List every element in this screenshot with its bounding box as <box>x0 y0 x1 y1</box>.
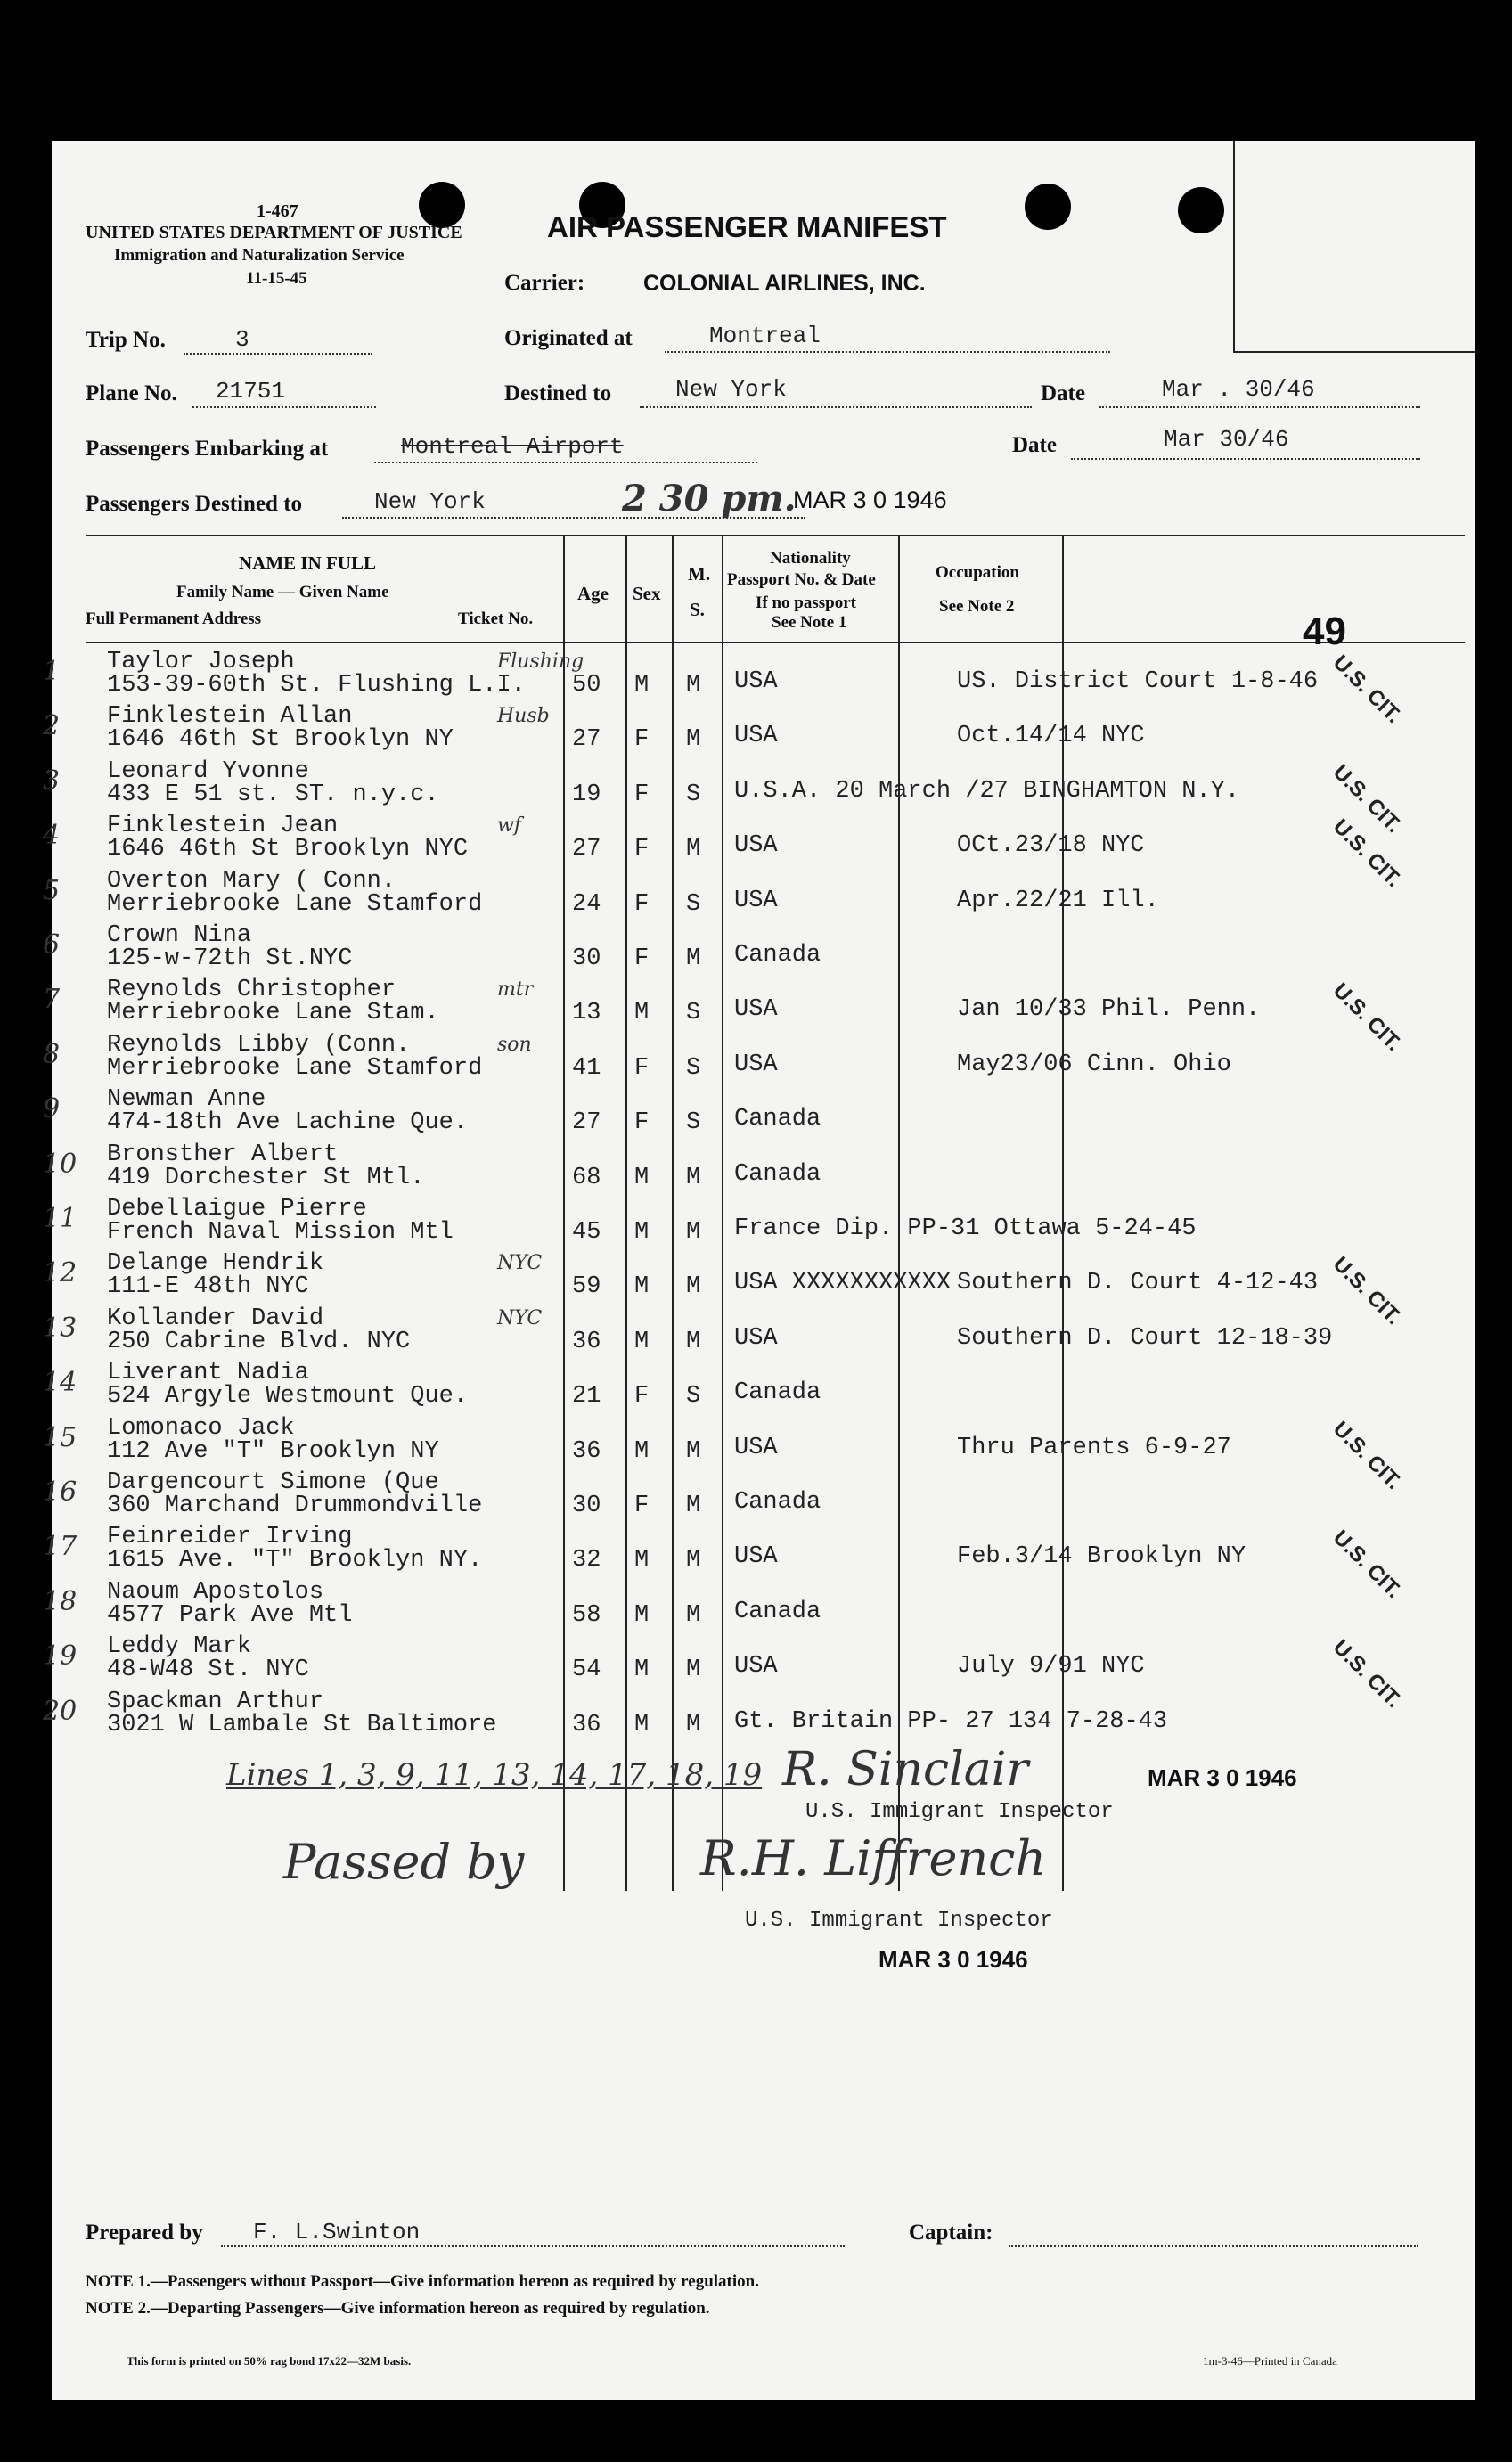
time-handwritten: 2 30 pm. <box>622 478 797 519</box>
passenger-nationality: USA <box>734 1543 778 1571</box>
passenger-marital: S <box>686 1109 701 1137</box>
passenger-occupation: Thru Parents 6-9-27 <box>957 1434 1231 1461</box>
passenger-occupation: Oct.14/14 NYC <box>957 723 1145 750</box>
passenger-sex: M <box>634 1000 650 1027</box>
col-ticket: Ticket No. <box>458 609 534 628</box>
row-number: 10 <box>43 1148 78 1180</box>
destined-pass-label: Passengers Destined to <box>86 492 303 516</box>
passenger-row <box>43 1688 1475 1745</box>
citizen-stamp: U.S. CIT. <box>1328 1525 1406 1604</box>
originated-value: Montreal <box>709 323 821 349</box>
stamp-date-2: MAR 3 0 1946 <box>879 1946 1028 1973</box>
passenger-age: 21 <box>572 1383 601 1411</box>
passenger-address: 4577 Park Ave Mtl <box>107 1601 353 1629</box>
passenger-sex: F <box>634 1109 650 1137</box>
passenger-marital: M <box>686 945 701 972</box>
prepared-value: F. L.Swinton <box>253 2219 421 2245</box>
trip-number: 3 <box>235 326 249 353</box>
passenger-nationality: France Dip. PP-31 Ottawa 5-24-45 <box>734 1215 1197 1242</box>
passenger-sex: M <box>634 1437 650 1465</box>
passenger-age: 50 <box>572 672 601 699</box>
passenger-nationality: USA <box>734 1051 778 1078</box>
col-ms-top: M. <box>688 563 711 585</box>
passenger-nationality: USA <box>734 887 778 914</box>
citizen-stamp: U.S. CIT. <box>1328 1416 1406 1494</box>
row-annotation: NYC <box>497 1306 543 1329</box>
passenger-sex: M <box>634 1328 650 1355</box>
passenger-marital: S <box>686 1383 701 1411</box>
citizen-stamp: U.S. CIT. <box>1328 978 1406 1057</box>
passenger-nationality: USA <box>734 1434 778 1461</box>
trip-label: Trip No. <box>86 328 166 352</box>
punch-hole-1 <box>419 182 465 228</box>
passenger-age: 36 <box>572 1711 601 1738</box>
col-sex: Sex <box>633 583 661 604</box>
service: Immigration and Naturalization Service <box>114 246 405 265</box>
passenger-name: Overton Mary ( Conn. <box>107 867 396 895</box>
passenger-row <box>43 867 1475 924</box>
col-name-title: NAME IN FULL <box>239 552 377 574</box>
passenger-age: 27 <box>572 1109 601 1137</box>
row-number: 9 <box>43 1093 61 1125</box>
plane-number: 21751 <box>216 378 286 405</box>
col-age: Age <box>577 583 609 604</box>
passenger-address: Merriebrooke Lane Stamford <box>107 890 483 918</box>
row-number: 8 <box>43 1038 61 1070</box>
passenger-address: 1646 46th St Brooklyn NYC <box>107 836 469 863</box>
row-annotation: wf <box>497 814 521 838</box>
signature-2: R.H. Liffrench <box>700 1830 1047 1886</box>
passenger-name: Dargencourt Simone (Que <box>107 1469 439 1496</box>
passenger-nationality: Canada <box>734 1106 821 1133</box>
embarking-value: Montreal Airport <box>401 433 624 460</box>
passenger-name: Finklestein Allan <box>107 703 353 731</box>
passenger-name: Naoum Apostolos <box>107 1578 324 1606</box>
passenger-nationality: Canada <box>734 1160 821 1188</box>
passenger-age: 41 <box>572 1054 601 1082</box>
passenger-name: Newman Anne <box>107 1086 266 1114</box>
passenger-address: 3021 W Lambale St Baltimore <box>107 1711 497 1738</box>
passenger-nationality: Canada <box>734 1379 821 1407</box>
printed-note: This form is printed on 50% rag bond 17x22—32M basis. <box>127 2354 412 2368</box>
passenger-row <box>43 1360 1475 1416</box>
embarking-label: Passengers Embarking at <box>86 437 329 461</box>
passenger-name: Bronsther Albert <box>107 1141 339 1168</box>
passenger-name: Lomonaco Jack <box>107 1414 295 1442</box>
passenger-age: 27 <box>572 726 601 754</box>
col-ms-bot: S. <box>690 599 705 620</box>
passenger-address: 250 Cabrine Blvd. NYC <box>107 1328 411 1355</box>
passenger-nationality: USA XXXXXXXXXXX <box>734 1270 952 1297</box>
passenger-nationality: USA <box>734 668 778 695</box>
row-number: 11 <box>43 1203 78 1234</box>
note-2: NOTE 2.—Departing Passengers—Give information hereon as required by regulation. <box>86 2299 710 2318</box>
passenger-nationality: Canada <box>734 942 821 969</box>
row-number: 14 <box>43 1367 78 1399</box>
passenger-row <box>43 922 1475 978</box>
passenger-name: Kollander David <box>107 1305 324 1332</box>
passenger-marital: M <box>686 1601 701 1629</box>
row-number: 5 <box>43 874 61 906</box>
passenger-marital: M <box>686 1437 701 1465</box>
row-annotation: mtr <box>497 978 534 1002</box>
count-stamp: 49 <box>1303 609 1346 653</box>
carrier-label: Carrier: <box>504 271 585 295</box>
passenger-marital: S <box>686 781 701 808</box>
passenger-address: Merriebrooke Lane Stamford <box>107 1054 483 1082</box>
citizen-stamp: U.S. CIT. <box>1328 759 1406 838</box>
row-annotation: Husb <box>497 705 550 728</box>
passenger-marital: M <box>686 1711 701 1738</box>
passenger-address: Merriebrooke Lane Stam. <box>107 1000 439 1027</box>
passenger-sex: F <box>634 945 650 972</box>
passenger-sex: M <box>634 1219 650 1246</box>
row-number: 6 <box>43 929 61 961</box>
date2-label: Date <box>1012 433 1057 457</box>
row-number: 16 <box>43 1476 78 1508</box>
passenger-marital: M <box>686 1493 701 1519</box>
passenger-address: 474-18th Ave Lachine Que. <box>107 1109 469 1137</box>
passenger-sex: M <box>634 1547 650 1575</box>
passenger-address: 112 Ave "T" Brooklyn NY <box>107 1437 439 1465</box>
row-annotation: Flushing <box>497 650 584 673</box>
passenger-sex: M <box>634 1273 650 1301</box>
passenger-marital: M <box>686 1219 701 1246</box>
passenger-age: 27 <box>572 836 601 863</box>
passenger-sex: F <box>634 890 650 918</box>
passenger-marital: M <box>686 1273 701 1301</box>
passenger-name: Crown Nina <box>107 922 252 949</box>
note-1: NOTE 1.—Passengers without Passport—Give information hereon as required by regulation. <box>86 2272 759 2291</box>
form-number: 1-467 <box>257 201 298 221</box>
passenger-sex: F <box>634 1383 650 1411</box>
date-label: Date <box>1041 381 1085 405</box>
passenger-age: 54 <box>572 1656 601 1684</box>
passenger-occupation: May23/06 Cinn. Ohio <box>957 1051 1231 1078</box>
passenger-address: French Naval Mission Mtl <box>107 1219 454 1246</box>
row-number: 3 <box>43 765 61 797</box>
passenger-row <box>43 1086 1475 1142</box>
passenger-marital: S <box>686 1000 701 1027</box>
col-occupation: Occupation <box>936 563 1019 582</box>
passenger-occupation: July 9/91 NYC <box>957 1653 1145 1681</box>
passenger-age: 24 <box>572 890 601 918</box>
passenger-name: Spackman Arthur <box>107 1688 324 1715</box>
passenger-marital: M <box>686 1656 701 1684</box>
passenger-name: Leonard Yvonne <box>107 757 309 785</box>
destined-label: Destined to <box>504 381 612 405</box>
passenger-sex: F <box>634 1493 650 1519</box>
col-address: Full Permanent Address <box>86 609 262 628</box>
passenger-nationality: USA <box>734 1324 778 1352</box>
passenger-nationality: Gt. Britain PP- 27 134 7-28-43 <box>734 1707 1168 1735</box>
passenger-address: 1646 46th St Brooklyn NY <box>107 726 454 754</box>
inspector-1: U.S. Immigrant Inspector <box>805 1800 1114 1824</box>
passenger-address: 48-W48 St. NYC <box>107 1656 309 1684</box>
row-annotation: NYC <box>497 1252 543 1275</box>
signature-1: R. Sinclair <box>782 1743 1029 1796</box>
passenger-name: Leddy Mark <box>107 1633 252 1661</box>
captain-label: Captain: <box>909 2221 993 2245</box>
passenger-address: 433 E 51 st. ST. n.y.c. <box>107 781 439 808</box>
passenger-row <box>43 1469 1475 1525</box>
passenger-name: Reynolds Libby (Conn. <box>107 1031 411 1059</box>
passenger-row <box>43 703 1475 759</box>
passenger-nationality: USA <box>734 996 778 1024</box>
passenger-age: 30 <box>572 1493 601 1519</box>
passenger-occupation: Southern D. Court 12-18-39 <box>957 1324 1333 1352</box>
punch-hole-4 <box>1178 187 1224 233</box>
passed-handwritten: Passed by <box>283 1834 525 1890</box>
date-value: Mar . 30/46 <box>1162 376 1315 403</box>
passenger-sex: M <box>634 1164 650 1191</box>
passenger-sex: F <box>634 781 650 808</box>
passenger-occupation: Feb.3/14 Brooklyn NY <box>957 1543 1246 1571</box>
passenger-nationality: Canada <box>734 1489 821 1516</box>
passenger-name: Finklestein Jean <box>107 813 339 840</box>
col-nat-4: See Note 1 <box>772 613 847 632</box>
passenger-address: 1615 Ave. "T" Brooklyn NY. <box>107 1547 483 1575</box>
row-number: 4 <box>43 820 61 852</box>
passenger-occupation: OCt.23/18 NYC <box>957 832 1145 860</box>
passenger-marital: S <box>686 1054 701 1082</box>
passenger-age: 68 <box>572 1164 601 1191</box>
passenger-sex: F <box>634 1054 650 1082</box>
form-date: 11-15-45 <box>246 269 307 288</box>
row-number: 20 <box>43 1695 78 1727</box>
passenger-name: Debellaigue Pierre <box>107 1196 367 1223</box>
stamp-date-top: MAR 3 0 1946 <box>793 487 947 513</box>
passenger-marital: M <box>686 1328 701 1355</box>
passenger-nationality: Canada <box>734 1598 821 1625</box>
col-occupation-note: See Note 2 <box>939 597 1015 616</box>
passenger-age: 36 <box>572 1437 601 1465</box>
carrier-name: COLONIAL AIRLINES, INC. <box>643 271 926 296</box>
row-annotation: son <box>497 1033 532 1056</box>
passenger-sex: F <box>634 726 650 754</box>
passenger-address: 111-E 48th NYC <box>107 1273 309 1301</box>
citizen-stamp: U.S. CIT. <box>1328 1635 1406 1714</box>
col-nat-1: Nationality <box>770 549 851 568</box>
col-name-sub: Family Name — Given Name <box>176 583 389 601</box>
date2-value: Mar 30/46 <box>1164 426 1289 453</box>
originated-label: Originated at <box>504 326 633 350</box>
col-nat-3: If no passport <box>756 593 856 612</box>
row-number: 12 <box>43 1257 78 1289</box>
department: UNITED STATES DEPARTMENT OF JUSTICE <box>86 223 462 242</box>
passenger-age: 36 <box>572 1328 601 1355</box>
passenger-marital: M <box>686 672 701 699</box>
row-number: 7 <box>43 984 61 1016</box>
destined-pass-value: New York <box>374 488 486 515</box>
passenger-age: 13 <box>572 1000 601 1027</box>
passenger-name: Feinreider Irving <box>107 1524 353 1551</box>
row-number: 17 <box>43 1531 78 1563</box>
passenger-address: 524 Argyle Westmount Que. <box>107 1383 469 1411</box>
passenger-row <box>43 1578 1475 1635</box>
stamp-date-1: MAR 3 0 1946 <box>1148 1764 1297 1791</box>
passenger-sex: M <box>634 672 650 699</box>
passenger-row <box>43 1141 1475 1198</box>
row-number: 2 <box>43 710 61 742</box>
lines-handwritten: Lines 1, 3, 9, 11, 13, 14, 17, 18, 19 <box>226 1757 763 1793</box>
citizen-stamp: U.S. CIT. <box>1328 1252 1406 1330</box>
printed-right: 1m-3-46—Printed in Canada <box>1203 2354 1337 2368</box>
passenger-occupation: Apr.22/21 Ill. <box>957 887 1159 914</box>
prepared-label: Prepared by <box>86 2221 203 2245</box>
passenger-nationality: USA <box>734 723 778 750</box>
row-number: 18 <box>43 1585 78 1617</box>
citizen-stamp: U.S. CIT. <box>1328 650 1406 728</box>
manifest-title: AIR PASSENGER MANIFEST <box>547 210 947 243</box>
passenger-address: 125-w-72th St.NYC <box>107 945 353 972</box>
passenger-address: 360 Marchand Drummondville <box>107 1493 483 1519</box>
manifest-page <box>43 141 1475 2400</box>
punch-hole-3 <box>1025 184 1071 230</box>
passenger-row <box>43 1031 1475 1088</box>
passenger-name: Taylor Joseph <box>107 649 295 675</box>
passenger-age: 59 <box>572 1273 601 1301</box>
passenger-sex: M <box>634 1711 650 1738</box>
passenger-address: 153-39-60th St. Flushing L.I. <box>107 672 526 699</box>
passenger-row <box>43 1305 1475 1362</box>
passenger-age: 19 <box>572 781 601 808</box>
passenger-occupation: US. District Court 1-8-46 <box>957 668 1319 695</box>
passenger-marital: M <box>686 1547 701 1575</box>
passenger-marital: M <box>686 836 701 863</box>
passenger-sex: M <box>634 1656 650 1684</box>
passenger-occupation: Southern D. Court 4-12-43 <box>957 1270 1319 1297</box>
passenger-marital: M <box>686 1164 701 1191</box>
row-number: 15 <box>43 1421 78 1453</box>
passenger-age: 58 <box>572 1601 601 1629</box>
passenger-nationality: USA <box>734 832 778 860</box>
passenger-name: Delange Hendrik <box>107 1250 324 1278</box>
passenger-marital: M <box>686 726 701 754</box>
passenger-nationality: USA <box>734 1653 778 1681</box>
passenger-age: 45 <box>572 1219 601 1246</box>
destined-value: New York <box>675 376 787 403</box>
passenger-age: 30 <box>572 945 601 972</box>
passenger-sex: M <box>634 1601 650 1629</box>
passenger-age: 32 <box>572 1547 601 1575</box>
row-number: 13 <box>43 1312 78 1344</box>
passenger-name: Liverant Nadia <box>107 1360 309 1387</box>
passenger-row <box>43 1196 1475 1252</box>
passenger-address: 419 Dorchester St Mtl. <box>107 1164 425 1191</box>
col-nat-2: Passport No. & Date <box>727 570 876 589</box>
passenger-name: Reynolds Christopher <box>107 977 396 1004</box>
passenger-occupation: Jan 10/33 Phil. Penn. <box>957 996 1261 1024</box>
citizen-stamp: U.S. CIT. <box>1328 814 1406 893</box>
inspector-2: U.S. Immigrant Inspector <box>745 1909 1053 1933</box>
plane-label: Plane No. <box>86 381 177 405</box>
passenger-nationality: U.S.A. 20 March /27 BINGHAMTON N.Y. <box>734 777 1240 805</box>
passenger-marital: S <box>686 890 701 918</box>
passenger-sex: F <box>634 836 650 863</box>
row-number: 1 <box>43 656 61 687</box>
row-number: 19 <box>43 1640 78 1673</box>
